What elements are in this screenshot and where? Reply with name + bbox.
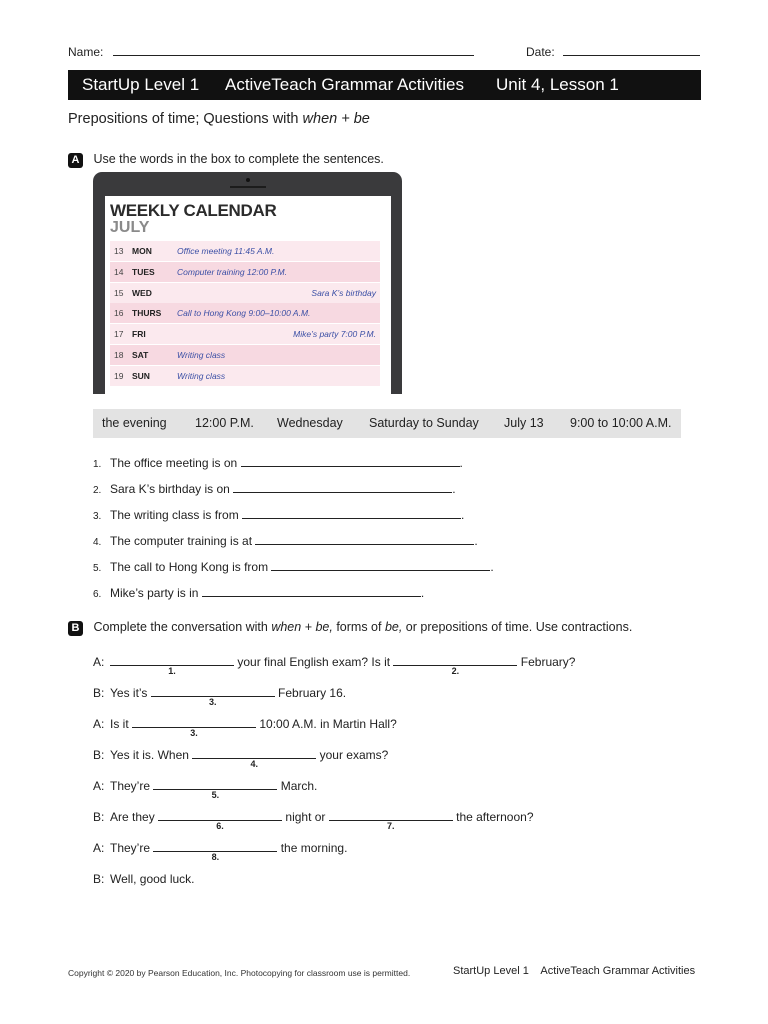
product-title: ActiveTeach Grammar Activities — [225, 75, 465, 94]
calendar-row — [110, 345, 380, 365]
dialogue-line-6: B: Are they 6. night or 7. the afternoon? — [93, 810, 534, 831]
sentence-4: 4. The computer training is at . — [93, 534, 478, 548]
calendar-day: 13 — [114, 246, 124, 256]
calendar-day: 17 — [114, 329, 124, 340]
section-b-instruction: Complete the conversation with when + be, forms of be, or prepositions of time. Use contractions. — [93, 620, 633, 634]
answer-blank[interactable]: 6. — [158, 810, 282, 821]
word-box-item: Wednesday — [277, 416, 343, 430]
date-field[interactable] — [563, 55, 700, 56]
sentence-2: 2. Sara K’s birthday is on . — [93, 482, 456, 496]
dialogue-line-1: A: 1. your final English exam? Is it 2. February? — [93, 655, 576, 676]
footer-course: StartUp Level 1 ActiveTeach Grammar Activities — [453, 965, 696, 977]
calendar-row — [110, 303, 380, 323]
date-label: Date: — [526, 45, 555, 59]
answer-blank[interactable]: 5. — [153, 779, 277, 790]
calendar-row — [110, 324, 380, 344]
section-a-badge: A — [68, 153, 83, 168]
calendar-row — [110, 262, 380, 282]
answer-blank[interactable]: 2. — [393, 655, 517, 666]
tablet-camera — [246, 178, 250, 182]
calendar-day-name: WED — [132, 287, 152, 298]
tablet-speaker — [230, 186, 266, 188]
calendar-event: Office meeting 11:45 A.M. — [177, 246, 275, 256]
word-box-item: the evening — [102, 416, 167, 430]
calendar-day-name: FRI — [132, 329, 146, 340]
dialogue-line-7: A: They’re 8. the morning. — [93, 841, 348, 862]
calendar-day-name: SUN — [132, 370, 150, 381]
answer-blank[interactable] — [271, 560, 490, 571]
calendar-day: 19 — [114, 370, 124, 381]
answer-blank[interactable] — [242, 508, 461, 519]
title-band — [68, 70, 701, 100]
dialogue-line-3: A: Is it 3. 10:00 A.M. in Martin Hall? — [93, 717, 397, 738]
sentence-5: 5. The call to Hong Kong is from . — [93, 560, 494, 574]
calendar-title: WEEKLY CALENDAR — [110, 201, 277, 220]
unit-title: Unit 4, Lesson 1 — [496, 75, 619, 94]
calendar-row — [110, 283, 380, 303]
sentence-6: 6. Mike’s party is in . — [93, 586, 425, 600]
dialogue-line-5: A: They’re 5. March. — [93, 779, 318, 800]
section-b-badge: B — [68, 621, 83, 636]
calendar-day: 16 — [114, 308, 124, 319]
section-b-heading — [68, 618, 632, 636]
calendar-day: 18 — [114, 350, 124, 360]
calendar-event: Call to Hong Kong 9:00–10:00 A.M. — [177, 308, 311, 319]
answer-blank[interactable] — [241, 456, 460, 467]
calendar-month: JULY — [110, 219, 150, 236]
calendar-row — [110, 366, 380, 386]
calendar-day-name: MON — [132, 246, 152, 256]
name-field[interactable] — [113, 55, 474, 56]
dialogue-line-4: B: Yes it is. When 4. your exams? — [93, 748, 389, 769]
answer-blank[interactable]: 4. — [192, 748, 316, 759]
calendar-event: Sara K’s birthday — [311, 287, 376, 298]
answer-blank[interactable]: 3. — [132, 717, 256, 728]
word-box-item: July 13 — [504, 416, 544, 430]
sentence-3: 3. The writing class is from . — [93, 508, 465, 522]
answer-blank[interactable]: 7. — [329, 810, 453, 821]
calendar-event: Writing class — [177, 370, 226, 381]
calendar-day: 14 — [114, 266, 124, 277]
answer-blank[interactable] — [255, 534, 474, 545]
section-a-heading — [68, 150, 384, 168]
answer-blank[interactable]: 3. — [151, 686, 275, 697]
calendar-event: Computer training 12:00 P.M. — [177, 266, 287, 277]
copyright: Copyright © 2020 by Pearson Education, Inc. Photocopying for classroom use is permitted. — [68, 968, 411, 978]
calendar-day-name: TUES — [132, 266, 155, 277]
answer-blank[interactable]: 8. — [153, 841, 277, 852]
lesson-subtitle: Prepositions of time; Questions with when + be — [68, 111, 370, 127]
answer-blank[interactable]: 1. — [110, 655, 234, 666]
answer-blank[interactable] — [202, 586, 421, 597]
word-box-item: 12:00 P.M. — [195, 416, 254, 430]
calendar-day-name: THURS — [132, 308, 162, 319]
calendar-day-name: SAT — [132, 350, 149, 360]
course-title: StartUp Level 1 — [82, 75, 200, 94]
calendar-day: 15 — [114, 287, 124, 298]
calendar-event: Mike’s party 7:00 P.M. — [293, 329, 376, 340]
dialogue-line-8: B: Well, good luck. — [93, 872, 195, 886]
section-a-instruction: Use the words in the box to complete the sentences. — [93, 152, 384, 166]
word-box-item: 9:00 to 10:00 A.M. — [570, 416, 672, 430]
answer-blank[interactable] — [233, 482, 452, 493]
calendar-row — [110, 241, 380, 261]
word-box-item: Saturday to Sunday — [369, 416, 479, 430]
dialogue-line-2: B: Yes it’s 3. February 16. — [93, 686, 347, 707]
sentence-1: 1. The office meeting is on . — [93, 456, 463, 470]
name-label: Name: — [68, 45, 104, 59]
calendar-event: Writing class — [177, 350, 226, 360]
